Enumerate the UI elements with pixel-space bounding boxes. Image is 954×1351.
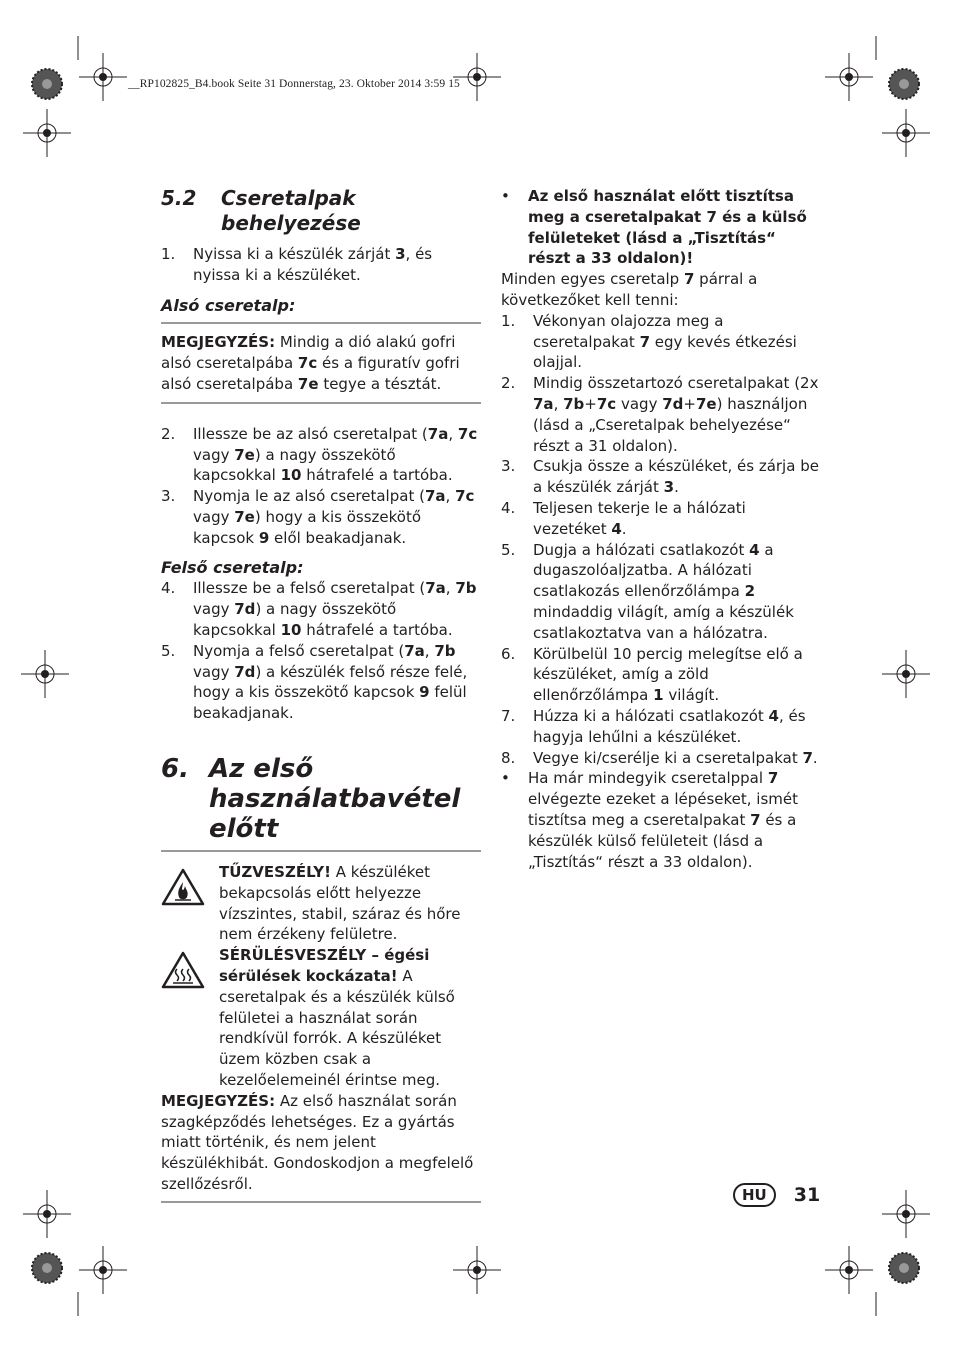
language-badge: HU (733, 1183, 776, 1207)
divider (161, 1201, 481, 1203)
color-wheel-icon (889, 69, 919, 99)
color-wheel-icon (32, 69, 62, 99)
registration-mark-icon (79, 53, 127, 101)
right-column (501, 186, 823, 872)
upper-plate-heading: Felső cseretalp: (161, 557, 304, 577)
divider (161, 402, 481, 404)
list-item: 4. Teljesen tekerje le a hálózati vezetéket 4. (501, 498, 746, 538)
registration-mark-icon (23, 1190, 71, 1238)
bullet-list (501, 768, 823, 872)
list-item: 5. Nyomja a felső cseretalpat (7a, 7b vagy 7d) a készülék felső része felé, hogy a kis összekötő kapcsok 9 felül beakadjanak. (161, 641, 468, 723)
steps-list (161, 424, 481, 549)
note-block: MEGJEGYZÉS: Az első használat során szagképződés lehetséges. Ez a gyártás miatt történik, és nem jelent készülékhibát. Gondoskodjon a megfelelő szellőzésről. (161, 1091, 474, 1193)
page-number: 31 (793, 1184, 821, 1206)
list-item: 2. Mindig összetartozó cseretalpakat (2x 7a, 7b+7c vagy 7d+7e) használjon (lásd a „Cseretalpak behelyezése“ részt a 31 oldalon). (501, 374, 819, 455)
left-column (161, 186, 481, 1203)
list-item: 4. Illessze be a felső cseretalpat (7a, 7b vagy 7d) a nagy összekötő kapcsokkal 10 hátrafelé a tartóba. (161, 579, 477, 639)
list-item: 2. Illessze be az alsó cseretalpat (7a, 7c vagy 7e) a nagy összekötő kapcsokkal 10 hátrafelé a tartóba. (161, 424, 478, 485)
color-wheel-icon (889, 1253, 919, 1283)
fire-warning: TŰZVESZÉLY! A készüléket bekapcsolás előtt helyezze vízszintes, stabil, száraz és hőre nem érzékeny felületre. (161, 862, 481, 945)
list-item: 6. Körülbelül 10 percig melegítse elő a készüléket, amíg a zöld ellenőrzőlámpa 1 világít. (501, 644, 803, 705)
list-item: 1. Vékonyan olajozza meg a cseretalpakat 7 egy kevés étkezési olajjal. (501, 311, 797, 372)
hot-surface-warning-icon (161, 945, 219, 1091)
list-item: • Az első használat előtt tisztítsa meg a cseretalpakat 7 és a külső felületeket (lásd a „Tisztítás“ részt a 33 oldalon)! (501, 187, 807, 268)
steps-list (501, 311, 823, 769)
registration-mark-icon (453, 1246, 501, 1294)
burn-warning: SÉRÜLÉSVESZÉLY – égési sérülések kockázata! A cseretalpak és a készülék külső felületei a használat során rendkívül forrók. A készüléket üzem közben csak a kezelőelemeinél érintse meg. (161, 945, 481, 1091)
registration-mark-icon (825, 53, 873, 101)
file-header: __RP102825_B4.book Seite 31 Donnerstag, 23. Oktober 2014 3:59 15 (128, 78, 460, 90)
section-6-heading: 6. Az első használatbavétel előtt (161, 753, 461, 844)
fire-warning-icon (161, 862, 219, 945)
list-item: 3. Csukja össze a készüléket, és zárja be a készülék zárját 3. (501, 457, 819, 497)
list-item: 3. Nyomja le az alsó cseretalpat (7a, 7c vagy 7e) hogy a kis összekötő kapcsok 9 elől beakadjanak. (161, 487, 475, 547)
registration-mark-icon (882, 109, 930, 157)
divider (161, 322, 481, 324)
list-item: 7. Húzza ki a hálózati csatlakozót 4, és hagyja lehűlni a készüléket. (501, 706, 806, 746)
color-wheel-icon (32, 1253, 62, 1283)
steps-list (161, 578, 481, 724)
list-item: 8. Vegye ki/cserélje ki a cseretalpakat 7. (501, 748, 818, 767)
divider (161, 850, 481, 852)
registration-mark-icon (21, 650, 69, 698)
section-5-2-heading: 5.2 Cseretalpak behelyezése (161, 186, 361, 235)
page-footer (733, 1183, 820, 1207)
list-item: 5. Dugja a hálózati csatlakozót 4 a dugaszolóaljzatba. A hálózati csatlakozás ellenőrzőlámpa 2 mindaddig világít, amíg a készülék csatlakoztatva van a hálózatra. (501, 540, 794, 642)
registration-mark-icon (882, 1190, 930, 1238)
registration-mark-icon (23, 109, 71, 157)
intro-text: Minden egyes cseretalp 7 párral a következőket kell tenni: (501, 270, 758, 309)
registration-mark-icon (882, 650, 930, 698)
lower-plate-heading: Alsó cseretalp: (161, 295, 296, 315)
bullet-list (501, 186, 823, 269)
registration-mark-icon (79, 1246, 127, 1294)
registration-mark-icon (453, 53, 501, 101)
note-block: MEGJEGYZÉS: Mindig a dió alakú gofri alsó cseretalpába 7c és a figuratív gofri alsó cseretalpába 7e tegye a tésztát. (161, 333, 460, 393)
steps-list (161, 244, 481, 286)
registration-mark-icon (825, 1246, 873, 1294)
list-item: 1. Nyissa ki a készülék zárját 3, és nyissa ki a készüléket. (161, 245, 433, 284)
list-item: • Ha már mindegyik cseretalppal 7 elvégezte ezeket a lépéseket, ismét tisztítsa meg a cseretalpakat 7 és a készülék külső felületeit (lásd a „Tisztítás“ részt a 33 oldalon). (501, 769, 799, 871)
